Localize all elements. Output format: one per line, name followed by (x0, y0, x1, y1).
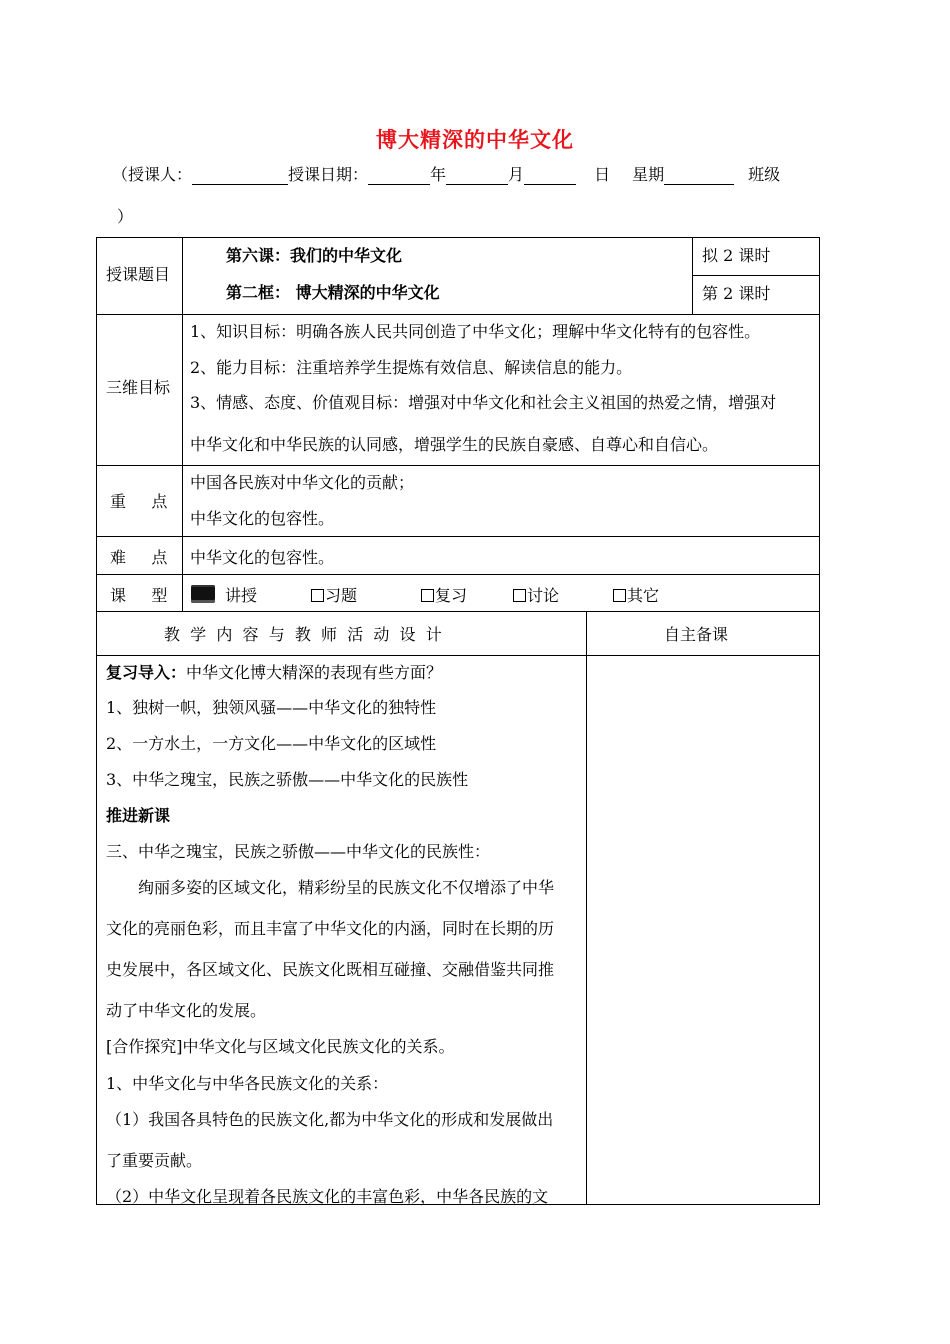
key-point-2: 中华文化的包容性。 (190, 509, 335, 528)
type-discussion: 讨论 (527, 586, 560, 605)
planned-hours: 拟 2 课时 (702, 246, 771, 265)
type-lecture: 讲授 (225, 586, 258, 605)
difficulty-1: 中华文化的包容性。 (190, 548, 335, 567)
goal-ability: 2、能力目标：注重培养学生提炼有效信息、解读信息的能力。 (190, 358, 633, 377)
info-weekday: 星期 (632, 165, 665, 184)
review-point-2: 2、一方水土，一方文化——中华文化的区域性 (106, 734, 437, 753)
info-close: ） (117, 207, 134, 226)
topic-label: 授课题目 (106, 265, 171, 284)
goal-emotion-1: 3、情感、态度、价值观目标：增强对中华文化和社会主义祖国的热爱之情，增强对 (190, 393, 777, 412)
difficulty-label: 难 点 (110, 548, 168, 567)
section-three: 三、中华之瑰宝，民族之骄傲——中华文化的民族性： (106, 842, 491, 861)
current-hour: 第 2 课时 (702, 284, 771, 303)
content-header: 教 学 内 容 与 教 师 活 动 设 计 (164, 625, 442, 644)
goals-label: 三维目标 (106, 378, 171, 397)
info-class: 班级 (748, 165, 781, 184)
type-other: 其它 (627, 586, 660, 605)
info-day: 日 (594, 165, 611, 184)
relation-heading: 1、中华文化与中华各民族文化的关系： (106, 1074, 389, 1093)
lesson-info-line (112, 162, 842, 185)
checkbox-icon (311, 589, 324, 602)
goal-emotion-2: 中华文化和中华民族的认同感，增强学生的民族自豪感、自尊心和自信心。 (190, 435, 719, 454)
paragraph-line-2: 文化的亮丽色彩，而且丰富了中华文化的内涵，同时在长期的历 (106, 919, 555, 938)
info-month: 月 (508, 165, 525, 184)
cooperation-heading: [合作探究]中华文化与区域文化民族文化的关系。 (106, 1037, 455, 1056)
weekday-blank (664, 166, 734, 185)
review-question: 中华文化博大精深的表现有些方面？ (186, 663, 443, 682)
review-point-1: 1、独树一帜，独领风骚——中华文化的独特性 (106, 698, 437, 717)
day-blank (524, 166, 576, 185)
relation-point-1a: （1）我国各具特色的民族文化,都为中华文化的形成和发展做出 (106, 1110, 554, 1129)
review-intro (106, 660, 442, 683)
info-open: （授课人： (112, 165, 193, 184)
checkbox-icon (613, 589, 626, 602)
notes-header: 自主备课 (664, 625, 729, 644)
checkbox-icon (421, 589, 434, 602)
info-date-label: 授课日期： (288, 165, 369, 184)
lesson-title: 第六课：我们的中华文化 (226, 246, 403, 265)
type-review-option[interactable] (421, 583, 467, 606)
goal-knowledge: 1、知识目标：明确各族人民共同创造了中华文化；理解中华文化特有的包容性。 (190, 322, 761, 341)
info-year: 年 (430, 165, 447, 184)
paragraph-line-1: 绚丽多姿的区域文化，精彩纷呈的民族文化不仅增添了中华 (138, 878, 555, 897)
paragraph-line-4: 动了中华文化的发展。 (106, 1001, 267, 1020)
key-label: 重 点 (110, 492, 168, 511)
section-title: 第二框： 博大精深的中华文化 (226, 283, 440, 302)
relation-point-1b: 了重要贡献。 (106, 1151, 203, 1170)
new-lesson-heading: 推进新课 (106, 806, 171, 825)
key-point-1: 中国各民族对中华文化的贡献； (190, 473, 415, 492)
paragraph-line-3: 史发展中，各区域文化、民族文化既相互碰撞、交融借鉴共同推 (106, 960, 555, 979)
month-blank (446, 166, 508, 185)
relation-point-2: （2）中华文化呈现着各民族文化的丰富色彩，中华各民族的文 (106, 1187, 549, 1206)
checkbox-icon (513, 589, 526, 602)
type-exercise: 习题 (325, 586, 358, 605)
type-exercise-option[interactable] (311, 583, 357, 606)
year-blank (368, 166, 430, 185)
type-discussion-option[interactable] (513, 583, 559, 606)
type-other-option[interactable] (613, 583, 659, 606)
checked-checkbox-icon[interactable] (191, 585, 215, 603)
type-label: 课 型 (110, 586, 168, 605)
teacher-blank (192, 166, 288, 185)
page-title: 博大精深的中华文化 (376, 127, 574, 152)
type-review: 复习 (435, 586, 468, 605)
review-label: 复习导入： (106, 663, 187, 682)
review-point-3: 3、中华之瑰宝，民族之骄傲——中华文化的民族性 (106, 770, 469, 789)
